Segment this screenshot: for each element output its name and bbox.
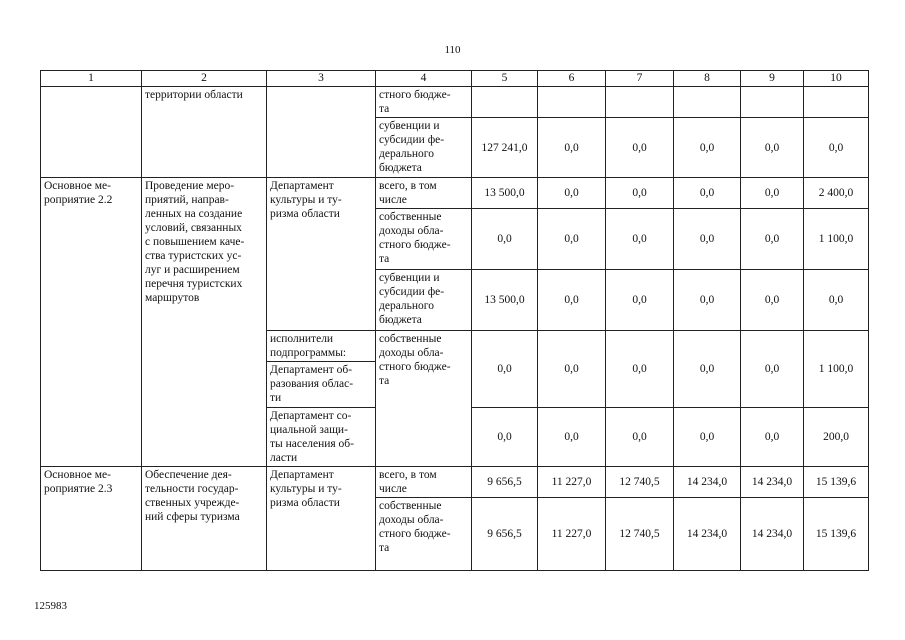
page-number: 110 — [444, 44, 461, 56]
funding-source: субвенции и субсидии фе- дерального бюджета — [376, 118, 472, 178]
value-cell: 9 656,5 — [472, 498, 538, 571]
value-cell: 0,0 — [606, 118, 674, 178]
value-cell: 12 740,5 — [606, 498, 674, 571]
value-cell: 0,0 — [606, 408, 674, 467]
executor-name: Департамент со- циальной защи- ты населения об- ласти — [267, 408, 376, 467]
value-cell: 1 100,0 — [804, 209, 869, 270]
value-cell: 2 400,0 — [804, 178, 869, 209]
value-cell: 0,0 — [674, 118, 741, 178]
value-cell: 0,0 — [741, 209, 804, 270]
funding-source: стного бюдже- та — [376, 87, 472, 118]
header-cell: 7 — [606, 71, 674, 87]
value-cell: 0,0 — [538, 209, 606, 270]
value-cell: 0,0 — [538, 118, 606, 178]
value-cell: 0,0 — [741, 270, 804, 331]
value-cell: 9 656,5 — [472, 467, 538, 498]
header-cell: 3 — [267, 71, 376, 87]
value-cell: 0,0 — [741, 118, 804, 178]
header-cell: 10 — [804, 71, 869, 87]
value-cell: 0,0 — [606, 178, 674, 209]
value-cell: 0,0 — [472, 209, 538, 270]
value-cell: 0,0 — [804, 118, 869, 178]
value-cell: 0,0 — [674, 178, 741, 209]
funding-source: всего, в том числе — [376, 178, 472, 209]
measure-name: Основное ме- роприятие 2.3 — [41, 467, 142, 571]
value-cell: 0,0 — [674, 408, 741, 467]
header-row — [41, 71, 869, 87]
funding-source: собственные доходы обла- стного бюдже- та — [376, 209, 472, 270]
header-cell: 9 — [741, 71, 804, 87]
value-cell: 11 227,0 — [538, 498, 606, 571]
measure-name: Основное ме- роприятие 2.2 — [41, 178, 142, 467]
value-cell: 14 234,0 — [741, 467, 804, 498]
value-cell: 14 234,0 — [674, 498, 741, 571]
funding-source: всего, в том числе — [376, 467, 472, 498]
value-cell: 0,0 — [606, 209, 674, 270]
value-cell: 14 234,0 — [674, 467, 741, 498]
value-cell: 14 234,0 — [741, 498, 804, 571]
header-cell: 6 — [538, 71, 606, 87]
value-cell: 0,0 — [538, 178, 606, 209]
value-cell: 0,0 — [804, 270, 869, 331]
value-cell: 0,0 — [674, 270, 741, 331]
measure-description: территории области — [142, 87, 267, 178]
executor-name: Департамент об- разования облас- ти — [267, 362, 376, 408]
executor-cell — [267, 87, 376, 178]
header-cell: 4 — [376, 71, 472, 87]
value-cell: 12 740,5 — [606, 467, 674, 498]
value-cell: 0,0 — [538, 270, 606, 331]
table-row — [41, 467, 869, 498]
executor-name: Департамент культуры и ту- ризма области — [267, 178, 376, 331]
value-cell: 13 500,0 — [472, 270, 538, 331]
value-cell — [741, 87, 804, 118]
measure-cell — [41, 87, 142, 178]
value-cell — [674, 87, 741, 118]
value-cell: 127 241,0 — [472, 118, 538, 178]
funding-source: субвенции и субсидии фе- дерального бюджета — [376, 270, 472, 331]
value-cell: 0,0 — [472, 408, 538, 467]
value-cell: 1 100,0 — [804, 331, 869, 408]
value-cell: 0,0 — [674, 331, 741, 408]
funding-source: собственные доходы обла- стного бюдже- та — [376, 331, 472, 467]
budget-table — [40, 70, 869, 571]
value-cell — [538, 87, 606, 118]
header-cell: 2 — [142, 71, 267, 87]
funding-source: собственные доходы обла- стного бюдже- та — [376, 498, 472, 571]
executor-name: Департамент культуры и ту- ризма области — [267, 467, 376, 571]
measure-description: Проведение меро- приятий, направ- ленных на создание условий, связанных с повышением каче- ства туристских ус- луг и расширением перечня туристских маршрутов — [142, 178, 267, 467]
value-cell: 0,0 — [472, 331, 538, 408]
header-cell: 1 — [41, 71, 142, 87]
header-cell: 8 — [674, 71, 741, 87]
value-cell: 200,0 — [804, 408, 869, 467]
value-cell: 0,0 — [538, 331, 606, 408]
value-cell: 13 500,0 — [472, 178, 538, 209]
document-code: 125983 — [34, 600, 67, 612]
value-cell: 0,0 — [538, 408, 606, 467]
value-cell: 0,0 — [741, 408, 804, 467]
value-cell — [472, 87, 538, 118]
value-cell: 0,0 — [606, 331, 674, 408]
value-cell — [606, 87, 674, 118]
executor-name: исполнители подпрограммы: — [267, 331, 376, 362]
value-cell: 15 139,6 — [804, 498, 869, 571]
table-row — [41, 178, 869, 209]
header-cell: 5 — [472, 71, 538, 87]
table-row — [41, 87, 869, 118]
value-cell: 11 227,0 — [538, 467, 606, 498]
value-cell: 15 139,6 — [804, 467, 869, 498]
value-cell: 0,0 — [674, 209, 741, 270]
value-cell: 0,0 — [741, 178, 804, 209]
value-cell: 0,0 — [606, 270, 674, 331]
measure-description: Обеспечение дея- тельности государ- ственных учрежде- ний сферы туризма — [142, 467, 267, 571]
value-cell: 0,0 — [741, 331, 804, 408]
value-cell — [804, 87, 869, 118]
